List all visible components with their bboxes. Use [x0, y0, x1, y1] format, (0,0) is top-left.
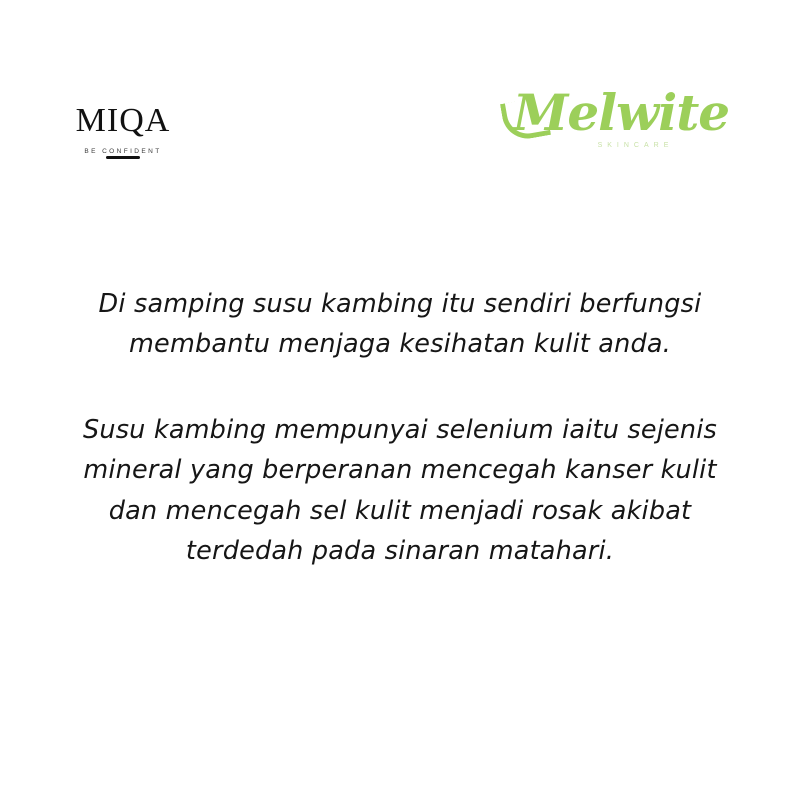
- paragraph-2: Susu kambing mempunyai selenium iaitu sejenis mineral yang berperanan mencegah kanser kulit dan mencegah sel kulit menjadi rosak akibat terdedah pada sinaran matahari.: [82, 415, 718, 566]
- melwite-subtitle: SKINCARE: [597, 142, 674, 149]
- paragraph-1: Di samping susu kambing itu sendiri berfungsi membantu menjaga kesihatan kulit anda.: [98, 288, 702, 359]
- miqa-tagline: BE CONFIDENT: [84, 148, 162, 155]
- miqa-underline-mark: [106, 156, 140, 159]
- melwite-wordmark-text: Melwite: [513, 83, 730, 142]
- melwite-wordmark: [513, 83, 730, 142]
- melwite-swash-icon: [500, 96, 551, 142]
- logo-melwite: [513, 83, 730, 149]
- miqa-wordmark: MIQA: [75, 102, 171, 139]
- body-copy: [60, 258, 740, 597]
- logo-miqa: [68, 104, 178, 155]
